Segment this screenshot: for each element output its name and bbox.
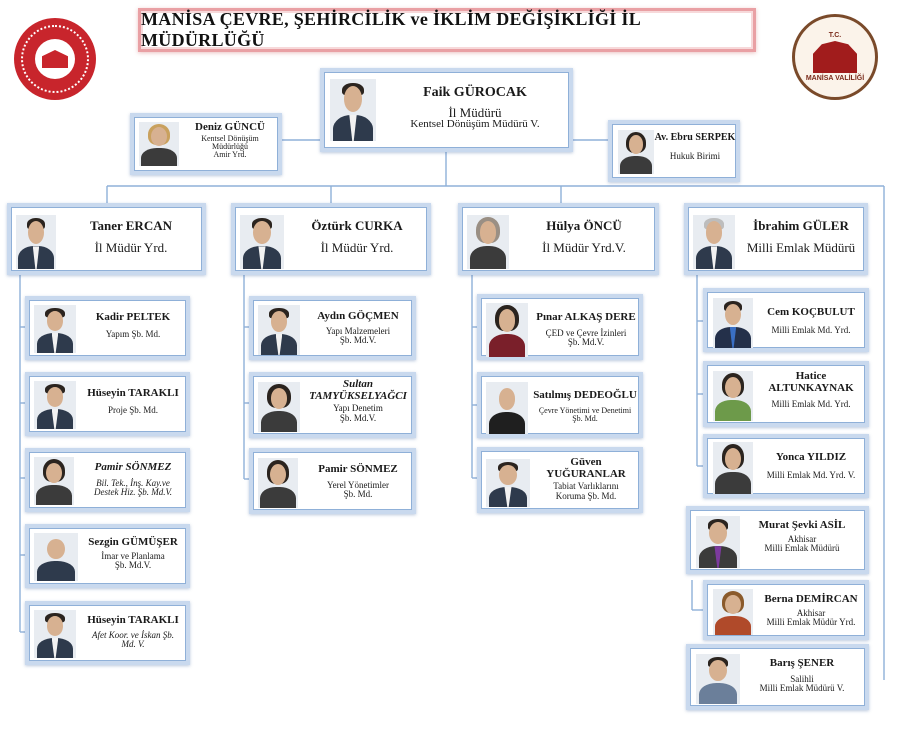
staff-name: Pamir SÖNMEZ: [318, 463, 398, 475]
branch-card[interactable]: [249, 296, 416, 360]
branch-card[interactable]: [703, 361, 869, 427]
staff-role: Yerel Yönetimler: [327, 479, 389, 490]
staff-role: Yapı Denetim: [333, 403, 383, 414]
staff-photo: [713, 298, 753, 348]
staff-role: Yapım Şb. Md.: [105, 328, 161, 339]
deputy-photo: [240, 215, 284, 269]
staff-name: Murat Şevki ASİL: [758, 519, 846, 531]
staff-role: ÇED ve Çevre İzinleri: [545, 327, 627, 338]
advisor-photo: [618, 130, 654, 174]
staff-name: Kadir PELTEK: [95, 311, 171, 323]
deputy-card[interactable]: [458, 203, 659, 275]
staff-role: Koruma Şb. Md.: [555, 490, 617, 501]
deputy-name: İbrahim GÜLER: [753, 218, 849, 233]
staff-role: Milli Emlak Md. Yrd.: [771, 399, 851, 410]
branch-card[interactable]: [25, 296, 190, 360]
staff-role: Bil. Tek., İnş. Kay.ve: [96, 477, 170, 488]
staff-name: Pamir SÖNMEZ: [94, 461, 172, 473]
building-icon: [42, 50, 68, 68]
staff-photo: [713, 442, 753, 494]
staff-role: Şb. Md.V.: [339, 412, 377, 423]
staff-role: Md. V.: [121, 638, 145, 649]
branch-card[interactable]: [477, 294, 643, 360]
staff-role: Milli Emlak Md. Yrd. V.: [766, 469, 856, 480]
staff-name: Güven: [570, 456, 602, 468]
deputy-photo: [693, 215, 735, 269]
advisor-name: Av. Ebru SERPEK: [654, 132, 736, 143]
staff-role: Milli Emlak Müdürü: [764, 542, 840, 553]
staff-photo: [34, 533, 78, 581]
staff-role: Milli Emlak Md. Yrd.: [771, 324, 851, 335]
staff-photo: [713, 371, 753, 421]
ministry-seal-logo: [14, 18, 96, 100]
staff-role: Destek Hiz. Şb. Md.V.: [93, 486, 173, 497]
deputy-role: Milli Emlak Müdürü: [746, 239, 856, 255]
staff-role: Milli Emlak Müdürü V.: [759, 682, 845, 693]
staff-photo: [34, 381, 76, 429]
advisor-name: Deniz GÜNCÜ: [195, 121, 265, 133]
deputy-card[interactable]: [231, 203, 431, 275]
branch-card[interactable]: [25, 601, 190, 665]
staff-role: Tabiat Varlıklarını: [553, 481, 619, 492]
staff-role: Şb. Md.V.: [114, 559, 152, 570]
staff-photo: [34, 610, 76, 658]
branch-card[interactable]: [477, 372, 643, 438]
staff-photo: [713, 589, 753, 635]
staff-name: Pınar ALKAŞ DERE: [536, 311, 636, 323]
branch-card[interactable]: [686, 506, 869, 574]
staff-role: Yapı Malzemeleri: [325, 325, 391, 336]
seal-top-text: T.C.: [828, 32, 842, 39]
director-role-secondary: Kentsel Dönüşüm Müdürü V.: [410, 118, 540, 131]
staff-photo: [486, 382, 528, 434]
branch-card[interactable]: [703, 580, 869, 640]
deputy-name: Öztürk CURKA: [311, 218, 403, 233]
branch-card[interactable]: [686, 644, 869, 710]
staff-name: Barış ŞENER: [769, 657, 835, 669]
advisor-card-legal[interactable]: [608, 120, 740, 182]
governorship-seal-logo: [792, 14, 878, 100]
staff-role: Salihli: [790, 673, 814, 684]
branch-card[interactable]: [25, 524, 190, 588]
staff-role: Çevre Yönetimi ve Denetimi: [538, 405, 632, 415]
staff-photo: [258, 458, 298, 508]
branch-card[interactable]: [249, 448, 416, 514]
staff-role: Proje Şb. Md.: [107, 404, 158, 415]
staff-photo: [258, 305, 300, 355]
staff-name: Berna DEMİRCAN: [764, 593, 858, 605]
director-photo: [330, 79, 376, 141]
deputy-photo: [467, 215, 509, 269]
staff-photo: [486, 459, 530, 507]
deputy-photo: [16, 215, 56, 269]
staff-name: Sezgin GÜMÜŞER: [88, 536, 178, 548]
branch-card[interactable]: [249, 372, 416, 438]
deputy-role: İl Müdür Yrd.: [94, 239, 168, 255]
branch-card[interactable]: [703, 288, 869, 352]
advisor-photo: [139, 122, 179, 166]
branch-card[interactable]: [25, 372, 190, 436]
staff-name: Cem KOÇBULUT: [767, 306, 855, 318]
staff-role: Şb. Md.: [572, 413, 598, 423]
director-name: Faik GÜROCAK: [423, 85, 527, 100]
staff-photo: [258, 382, 300, 432]
director-card[interactable]: [320, 68, 573, 152]
building-crest-icon: [813, 41, 857, 73]
branch-card[interactable]: [25, 448, 190, 512]
deputy-name: Taner ERCAN: [90, 218, 172, 233]
deputy-role: İl Müdür Yrd.: [320, 239, 394, 255]
staff-role: Afet Koor. ve İskan Şb.: [92, 629, 174, 640]
staff-photo: [696, 516, 740, 568]
staff-photo: [34, 457, 74, 505]
deputy-name: Hülya ÖNCÜ: [546, 218, 622, 233]
advisor-card-urban-transformation[interactable]: [130, 113, 282, 175]
staff-name: YUĞURANLAR: [546, 467, 626, 480]
staff-role: Milli Emlak Müdür Yrd.: [766, 616, 856, 627]
director-role: İl Müdürü: [448, 104, 502, 120]
advisor-role: Amir Yrd.: [213, 150, 247, 160]
staff-role: Şb. Md.V.: [339, 334, 377, 345]
advisor-role: Kentsel Dönüşüm: [201, 133, 259, 143]
deputy-role: İl Müdür Yrd.V.: [542, 239, 626, 255]
staff-photo: [34, 305, 76, 353]
advisor-role: Hukuk Birimi: [669, 150, 721, 161]
staff-name: ALTUNKAYNAK: [768, 381, 854, 394]
staff-photo: [696, 654, 740, 704]
staff-role: İmar ve Planlama: [101, 550, 165, 561]
staff-name: Aydın GÖÇMEN: [317, 310, 399, 322]
staff-name: Satılmış DEDEOĞLU: [533, 389, 637, 401]
staff-role: Şb. Md.V.: [567, 336, 605, 347]
page-title: [138, 8, 756, 52]
staff-name: Hatice: [795, 370, 827, 382]
staff-name: Yonca YILDIZ: [775, 451, 847, 463]
staff-role: Akhisar: [787, 533, 817, 544]
staff-name: Hüseyin TARAKLI: [87, 614, 179, 626]
staff-role: Şb. Md.: [343, 488, 373, 499]
staff-name: TAMYÜKSELYAĞCI: [309, 389, 407, 402]
page-title-text: MANİSA ÇEVRE, ŞEHİRCİLİK ve İKLİM DEĞİŞİKLİĞİ İL MÜDÜRLÜĞÜ: [141, 9, 641, 50]
staff-name: Hüseyin TARAKLI: [87, 387, 179, 399]
staff-role: Akhisar: [796, 607, 826, 618]
branch-card[interactable]: [703, 434, 869, 498]
branch-card[interactable]: [477, 447, 643, 513]
staff-photo: [486, 303, 528, 357]
advisor-role: Müdürlüğü: [212, 141, 248, 151]
seal-bottom-text: MANİSA VALİLİĞİ: [805, 75, 865, 82]
deputy-card[interactable]: [7, 203, 206, 275]
deputy-card[interactable]: [684, 203, 868, 275]
staff-name: Sultan: [343, 378, 373, 390]
